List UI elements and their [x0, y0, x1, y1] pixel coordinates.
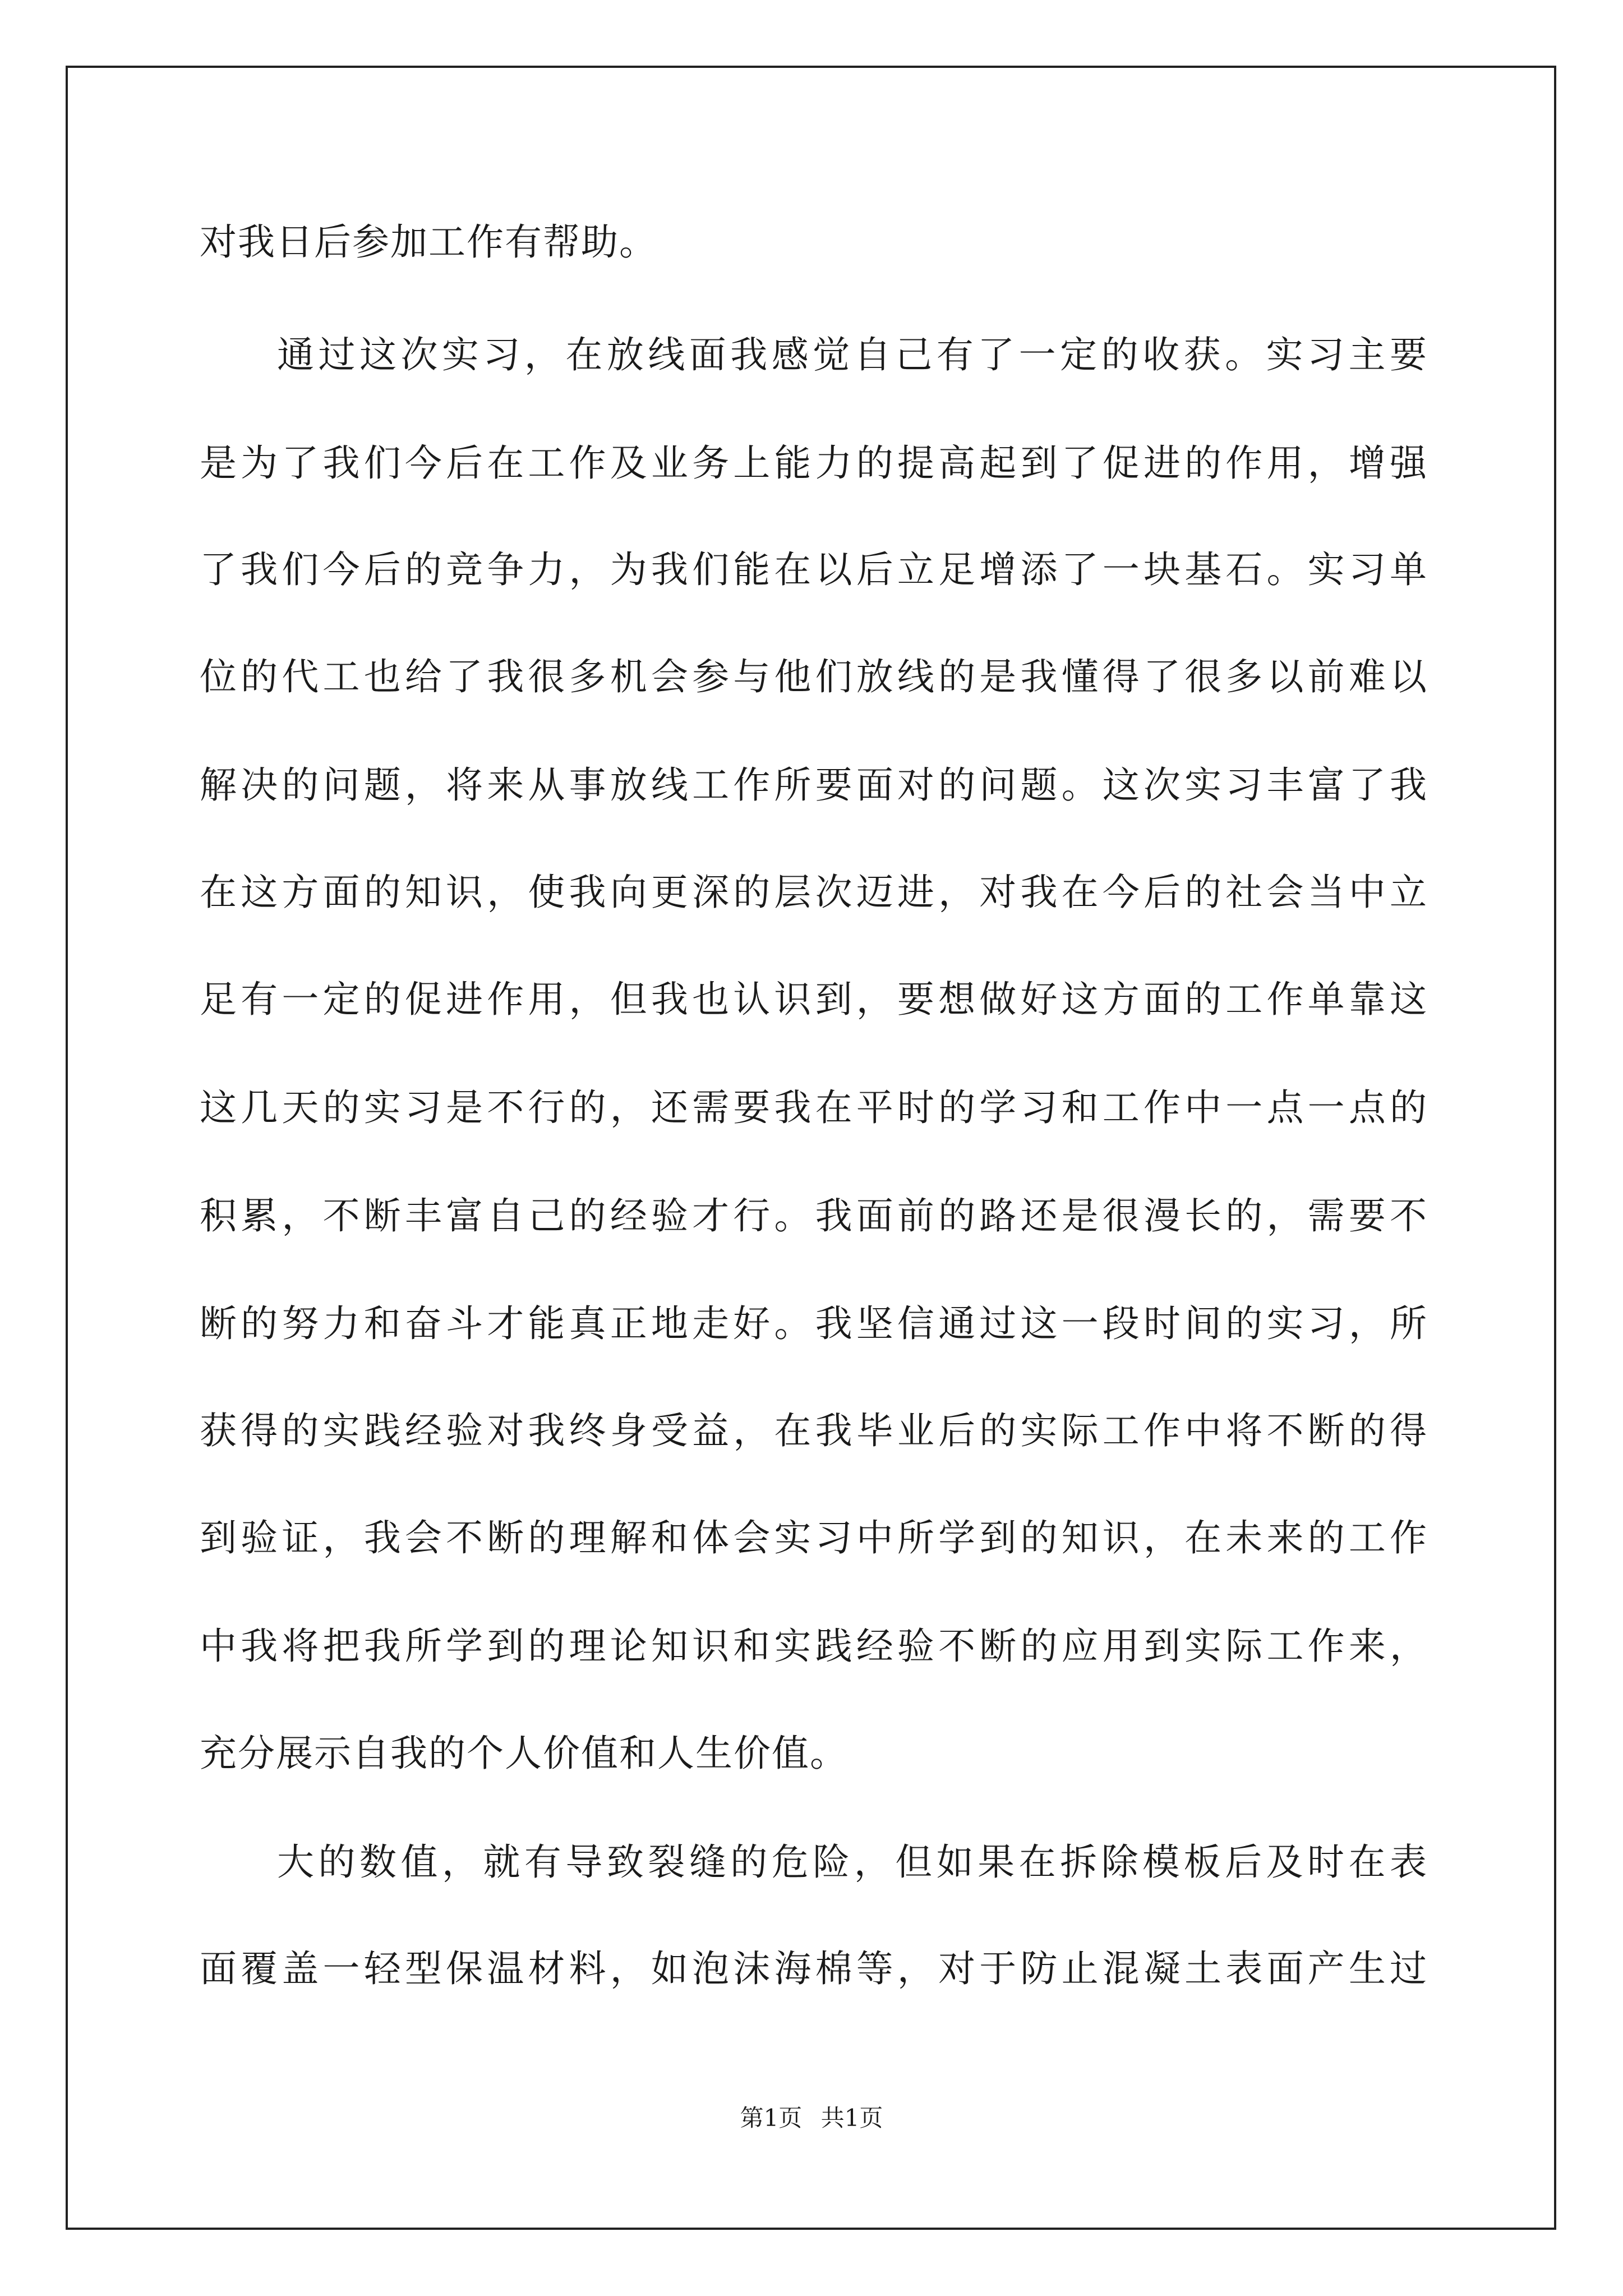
page-number: 第1页 — [740, 2104, 803, 2132]
paragraph-line: 是为了我们今后在工作及业务上能力的提高起到了促进的作用，增强 — [200, 441, 1428, 485]
page-border — [66, 66, 1556, 2230]
paragraph-line: 中我将把我所学到的理论知识和实践经验不断的应用到实际工作来， — [200, 1625, 1428, 1668]
paragraph-line: 解决的问题，将来从事放线工作所要面对的问题。这次实习丰富了我 — [200, 763, 1428, 807]
paragraph-line: 对我日后参加工作有帮助。 — [200, 220, 657, 264]
paragraph-line: 足有一定的促进作用，但我也认识到，要想做好这方面的工作单靠这 — [200, 978, 1428, 1021]
paragraph-line: 面覆盖一轻型保温材料，如泡沫海棉等，对于防止混凝土表面产生过 — [200, 1947, 1428, 1990]
paragraph-line: 了我们今后的竞争力，为我们能在以后立足增添了一块基石。实习单 — [200, 548, 1428, 591]
paragraph-line: 到验证，我会不断的理解和体会实习中所学到的知识，在未来的工作 — [200, 1516, 1428, 1559]
paragraph-line: 获得的实践经验对我终身受益，在我毕业后的实际工作中将不断的得 — [200, 1409, 1428, 1452]
paragraph-line: 大的数值，就有导致裂缝的危险，但如果在拆除模板后及时在表 — [277, 1841, 1428, 1884]
paragraph-line: 位的代工也给了我很多机会参与他们放线的是我懂得了很多以前难以 — [200, 655, 1428, 698]
page-footer — [0, 2101, 1623, 2135]
page-total: 共1页 — [820, 2104, 883, 2132]
paragraph-line: 积累，不断丰富自己的经验才行。我面前的路还是很漫长的，需要不 — [200, 1194, 1428, 1237]
paragraph-line: 充分展示自我的个人价值和人生价值。 — [200, 1732, 848, 1775]
paragraph-line: 在这方面的知识，使我向更深的层次迈进，对我在今后的社会当中立 — [200, 871, 1428, 914]
paragraph-line: 这几天的实习是不行的，还需要我在平时的学习和工作中一点一点的 — [200, 1086, 1428, 1129]
paragraph-line: 通过这次实习，在放线面我感觉自己有了一定的收获。实习主要 — [277, 333, 1428, 376]
paragraph-line: 断的努力和奋斗才能真正地走好。我坚信通过这一段时间的实习，所 — [200, 1302, 1428, 1345]
